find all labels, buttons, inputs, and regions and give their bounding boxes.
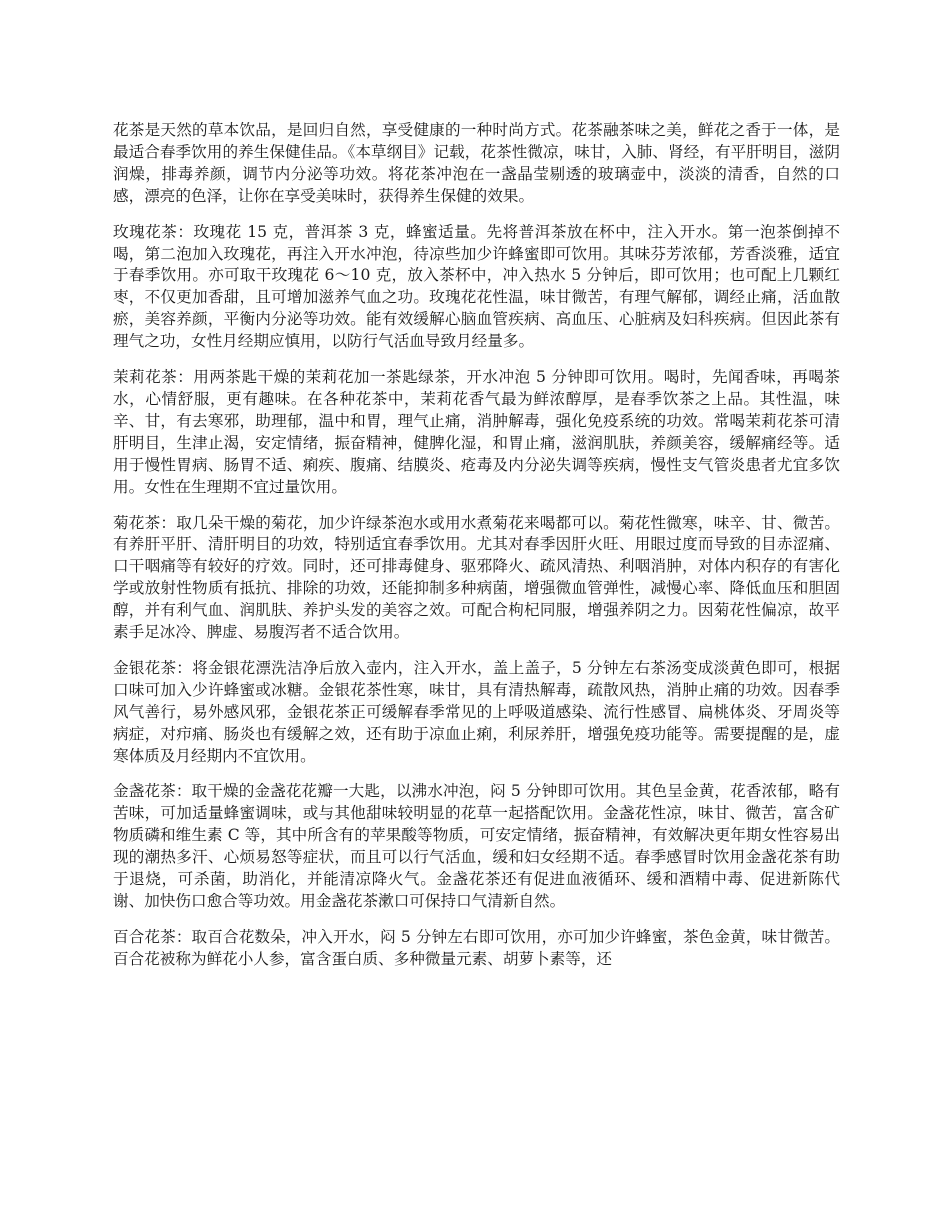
paragraph-lily-tea: 百合花茶：取百合花数朵，冲入开水，闷 5 分钟左右即可饮用，亦可加少许蜂蜜，茶色金黄，味甘微苦。百合花被称为鲜花小人参，富含蛋白质、多种微量元素、胡萝卜素等，还 xyxy=(113,927,840,968)
paragraph-calendula-tea: 金盏花茶：取干燥的金盏花花瓣一大匙，以沸水冲泡，闷 5 分钟即可饮用。其色呈金黄，花香浓郁，略有苦味，可加适量蜂蜜调味，或与其他甜味较明显的花草一起搭配饮用。金盏花性凉，味甘、微苦，富含矿物质磷和维生素 C 等，其中所含有的苹果酸等物质，可安定情绪，振奋精神，有效解决更年期女性容易出现的潮热多汗、心烦易怒等症状，而且可以行气活血，缓和妇女经期不适。春季感冒时饮用金盏花茶有助于退烧，可杀菌，助消化，并能清凉降火气。金盏花茶还有促进血液循环、缓和酒精中毒、促进新陈代谢、加快伤口愈合等功效。用金盏花茶漱口可保持口气清新自然。 xyxy=(113,782,840,910)
paragraph-chrysanthemum-tea: 菊花茶：取几朵干燥的菊花，加少许绿茶泡水或用水煮菊花来喝都可以。菊花性微寒，味辛、甘、微苦。有养肝平肝、清肝明目的功效，特别适宜春季饮用。尤其对春季因肝火旺、用眼过度而导致的目赤涩痛、口干咽痛等有较好的疗效。同时，还可排毒健身、驱邪降火、疏风清热、利咽消肿，对体内积存的有害化学或放射性物质有抵抗、排除的功效，还能抑制多种病菌，增强微血管弹性，减慢心率、降低血压和胆固醇，并有利气血、润肌肤、养护头发的美容之效。可配合枸杞同服，增强养阴之力。因菊花性偏凉，故平素手足冰冷、脾虚、易腹泻者不适合饮用。 xyxy=(113,513,840,642)
paragraph-honeysuckle-tea: 金银花茶：将金银花漂洗洁净后放入壶内，注入开水，盖上盖子，5 分钟左右茶汤变成淡黄色即可，根据口味可加入少许蜂蜜或冰糖。金银花茶性寒，味甘，具有清热解毒，疏散风热，消肿止痛的功效。因春季风气善行，易外感风邪，金银花茶正可缓解春季常见的上呼吸道感染、流行性感冒、扁桃体炎、牙周炎等病症，对疖痛、肠炎也有缓解之效，还有助于凉血止痢，利尿养肝，增强免疫功能等。需要提醒的是，虚寒体质及月经期内不宜饮用。 xyxy=(113,658,840,765)
paragraph-jasmine-tea: 茉莉花茶：用两茶匙干燥的茉莉花加一茶匙绿茶，开水冲泡 5 分钟即可饮用。喝时，先闻香味，再喝茶水，心情舒服，更有趣味。在各种花茶中，茉莉花香气最为鲜浓醇厚，是春季饮茶之上品。其性温，味辛、甘，有去寒邪，助理郁，温中和胃，理气止痛，消肿解毒，强化免疫系统的功效。常喝茉莉花茶可清肝明目，生津止渴，安定情绪，振奋精神，健脾化湿，和胃止痛，滋润肌肤，养颜美容，缓解痛经等。适用于慢性胃病、肠胃不适、痢疾、腹痛、结膜炎、疮毒及内分泌失调等疾病，慢性支气管炎患者尤宜多饮用。女性在生理期不宜过量饮用。 xyxy=(113,368,840,496)
paragraph-intro: 花茶是天然的草本饮品，是回归自然，享受健康的一种时尚方式。花茶融茶味之美，鲜花之香于一体，是最适合春季饮用的养生保健佳品。《本草纲目》记载，花茶性微凉，味甘，入肺、肾经，有平肝明目，滋阴润燥，排毒养颜，调节内分泌等功效。将花茶冲泡在一盏晶莹剔透的玻璃壶中，淡淡的清香，自然的口感，漂亮的色泽，让你在享受美味时，获得养生保健的效果。 xyxy=(113,121,840,205)
paragraph-rose-tea: 玫瑰花茶：玫瑰花 15 克，普洱茶 3 克，蜂蜜适量。先将普洱茶放在杯中，注入开水。第一泡茶倒掉不喝，第二泡加入玫瑰花，再注入开水冲泡，待凉些加少许蜂蜜即可饮用。其味芬芳浓郁，芳香淡雅，适宜于春季饮用。亦可取干玫瑰花 6～10 克，放入茶杯中，冲入热水 5 分钟后，即可饮用；也可配上几颗红枣，不仅更加香甜，且可增加滋养气血之功。玫瑰花花性温，味甘微苦，有理气解郁，调经止痛，活血散瘀，美容养颜，平衡内分泌等功效。能有效缓解心脑血管疾病、高血压、心脏病及妇科疾病。但因此茶有理气之功，女性月经期应慎用，以防行气活血导致月经量多。 xyxy=(113,222,840,351)
document-body xyxy=(113,120,840,985)
